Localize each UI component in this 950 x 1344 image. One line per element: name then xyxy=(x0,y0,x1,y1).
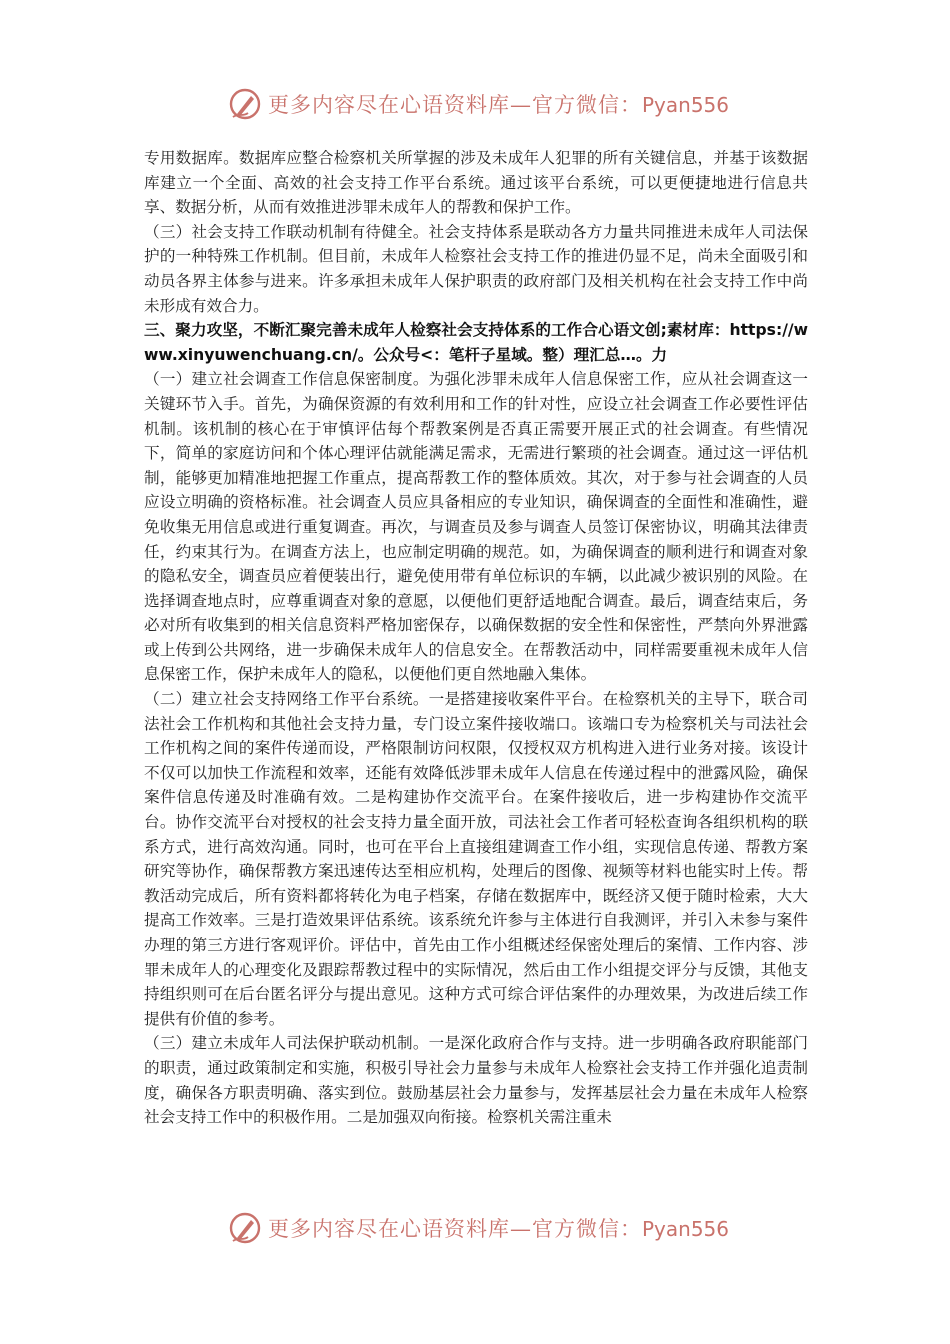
document-body xyxy=(144,146,808,1130)
header-banner-text: 更多内容尽在心语资料库—官方微信：Pyan556 xyxy=(268,93,730,117)
wechat-id: Pyan556 xyxy=(642,1217,730,1241)
footer-banner-text: 更多内容尽在心语资料库—官方微信：Pyan556 xyxy=(268,1217,730,1241)
pen-nib-logo-icon xyxy=(228,87,262,121)
section-heading: 三、聚力攻坚，不断汇聚完善未成年人检察社会支持体系的工作合心语文创;素材库：https://www.xinyuwenchuang.cn/。公众号<：笔杆子星域。整）理汇总…。力 xyxy=(144,321,808,364)
paragraph-4: （二）建立社会支持网络工作平台系统。一是搭建接收案件平台。在检察机关的主导下，联合司法社会工作机构和其他社会支持力量，专门设立案件接收端口。该端口专为检察机关与司法社会工作机构之间的案件传递而设，严格限制访问权限，仅授权双方机构进入进行业务对接。该设计不仅可以加快工作流程和效率，还能有效降低涉罪未成年人信息在传递过程中的泄露风险，确保案件信息传递及时准确有效。二是构建协作交流平台。在案件接收后，进一步构建协作交流平台。协作交流平台对授权的社会支持力量全面开放，司法社会工作者可轻松查询各组织机构的联系方式，进行高效沟通。同时，也可在平台上直接组建调查工作小组，实现信息传递、帮教方案研究等协作，确保帮教方案迅速传达至相应机构，处理后的图像、视频等材料也能实时上传。帮教活动完成后，所有资料都将转化为电子档案，存储在数据库中，既经济又便于随时检索，大大提高工作效率。三是打造效果评估系统。该系统允许参与主体进行自我测评，并引入未参与案件办理的第三方进行客观评价。评估中，首先由工作小组概述经保密处理后的案情、工作内容、涉罪未成年人的心理变化及跟踪帮教过程中的实际情况，然后由工作小组提交评分与反馈，其他支持组织则可在后台匿名评分与提出意见。这种方式可综合评估案件的办理效果，为改进后续工作提供有价值的参考。 xyxy=(144,690,808,1028)
paragraph-2: （三）社会支持工作联动机制有待健全。社会支持体系是联动各方力量共同推进未成年人司法保护的一种特殊工作机制。但目前，未成年人检察社会支持工作的推进仍显不足，尚未全面吸引和动员各界主体参与进来。许多承担未成年人保护职责的政府部门及相关机构在社会支持工作中尚未形成有效合力。 xyxy=(144,222,808,315)
paragraph-3: （一）建立社会调查工作信息保密制度。为强化涉罪未成年人信息保密工作，应从社会调查这一关键环节入手。首先，为确保资源的有效利用和工作的针对性，应设立社会调查工作必要性评估机制。该机制的核心在于审慎评估每个帮教案例是否真正需要开展正式的社会调查。有些情况下，简单的家庭访问和个体心理评估就能满足需求，无需进行繁琐的社会调查。通过这一评估机制，能够更加精准地把握工作重点，提高帮教工作的整体质效。其次，对于参与社会调查的人员应设立明确的资格标准。社会调查人员应具备相应的专业知识，确保调查的全面性和准确性，避免收集无用信息或进行重复调查。再次，与调查员及参与调查人员签订保密协议，明确其法律责任，约束其行为。在调查方法上，也应制定明确的规范。如，为确保调查的顺利进行和调查对象的隐私安全，调查员应着便装出行，避免使用带有单位标识的车辆，以此减少被识别的风险。在选择调查地点时，应尊重调查对象的意愿，以便他们更舒适地配合调查。最后，调查结束后，务必对所有收集到的相关信息资料严格加密保存，以确保数据的安全性和保密性，严禁向外界泄露或上传到公共网络，进一步确保未成年人的信息安全。在帮教活动中，同样需要重视未成年人信息保密工作，保护未成年人的隐私，以便他们更自然地融入集体。 xyxy=(144,370,808,684)
footer-banner xyxy=(228,1210,729,1246)
header-banner xyxy=(228,86,729,122)
pen-nib-logo-icon xyxy=(228,1211,262,1245)
paragraph-1: 专用数据库。数据库应整合检察机关所掌握的涉及未成年人犯罪的所有关键信息，并基于该数据库建立一个全面、高效的社会支持工作平台系统。通过该平台系统，可以更便捷地进行信息共享、数据分析，从而有效推进涉罪未成年人的帮教和保护工作。 xyxy=(144,149,808,217)
paragraph-5: （三）建立未成年人司法保护联动机制。一是深化政府合作与支持。进一步明确各政府职能部门的职责，通过政策制定和实施，积极引导社会力量参与未成年人检察社会支持工作并强化追责制度，确保各方职责明确、落实到位。鼓励基层社会力量参与，发挥基层社会力量在未成年人检察社会支持工作中的积极作用。二是加强双向衔接。检察机关需注重未 xyxy=(144,1034,808,1127)
wechat-id: Pyan556 xyxy=(642,93,730,117)
